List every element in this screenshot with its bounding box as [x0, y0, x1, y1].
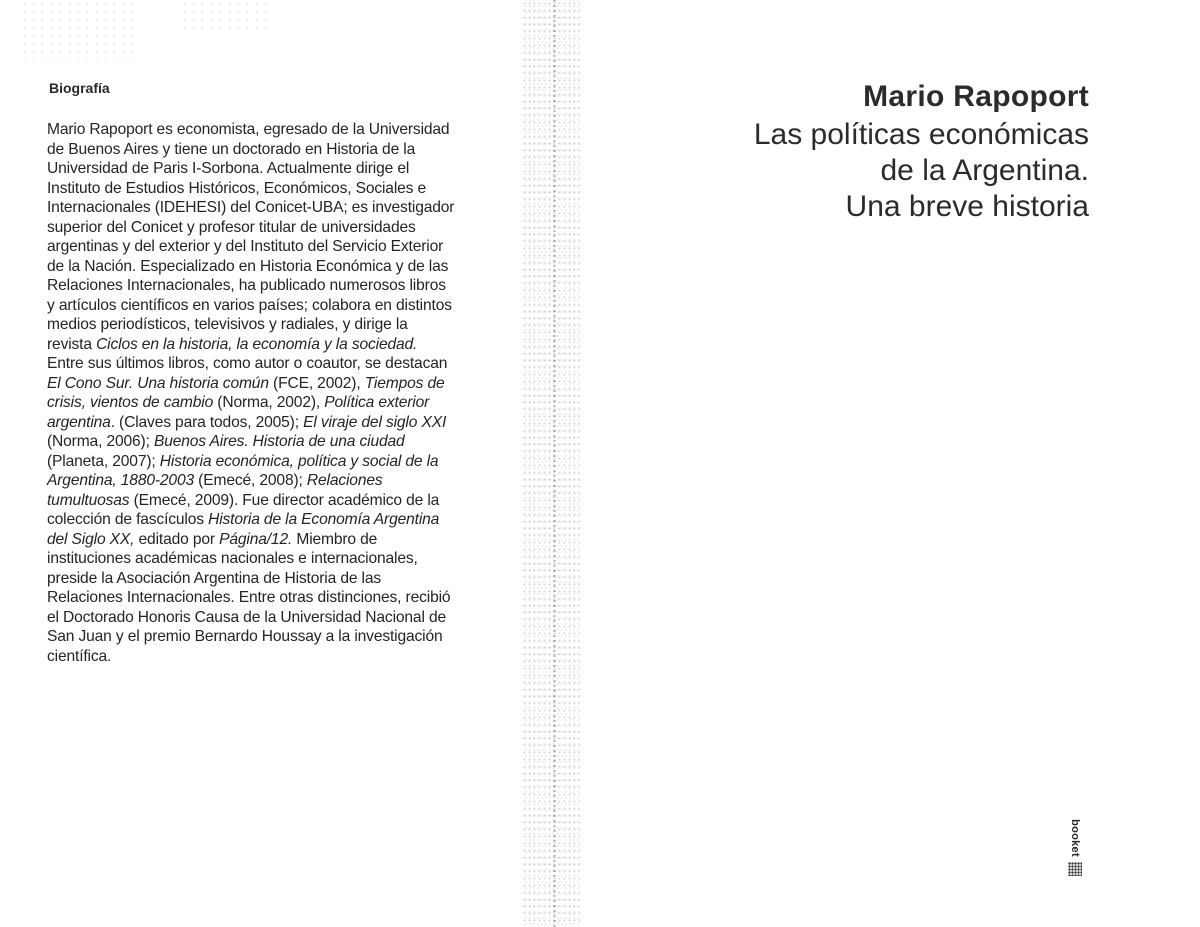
biography-line [47, 569, 517, 589]
biography-line [47, 354, 517, 374]
biography-italic-text: tumultuosas [47, 491, 130, 509]
book-title-line: Una breve historia [845, 190, 1089, 223]
biography-italic-text: El viraje del siglo XXI [303, 413, 447, 431]
biography-text-segment: Entre sus últimos libros, como autor o coautor, se destacan [47, 355, 448, 372]
biography-italic-text: El Cono Sur. Una historia común [47, 374, 269, 392]
biography-italic-text: Buenos Aires. Historia de una ciudad [153, 433, 405, 450]
biography-text-segment: (FCE, 2002), [268, 374, 365, 392]
biography-text-segment: colección de fascículos [47, 511, 209, 528]
left-page [0, 0, 560, 927]
biography-italic-text: Historia de la Economía Argentina [208, 511, 440, 528]
biography-text-segment: científica. [47, 647, 112, 665]
biography-text-segment: San Juan y el premio Bernardo Houssay a la investigación [47, 628, 443, 645]
biography-text-segment: y artículos científicos en varios países; colabora en distintos [47, 296, 452, 314]
biography-italic-text: Tiempos de [364, 374, 445, 392]
biography-line [47, 335, 517, 355]
biography-italic-text: Argentina, 1880-2003 [47, 472, 194, 489]
author-name: Mario Rapoport [863, 80, 1089, 113]
biography-line [47, 276, 517, 296]
biography-italic-text: Ciclos en la historia, la economía y la sociedad. [96, 335, 418, 353]
biography-line [47, 237, 517, 257]
publisher-logo [1063, 818, 1087, 878]
biography-heading: Biografía [49, 80, 110, 96]
publisher-logo-text: booket [1069, 819, 1081, 857]
biography-line [47, 120, 517, 140]
biography-text-segment: editado por [134, 530, 220, 548]
biography-text-segment: (Norma, 2002), [213, 394, 325, 411]
biography-text-segment: . (Claves para todos, 2005); [110, 413, 304, 431]
biography-line [47, 393, 517, 413]
biography-text-segment: Universidad de Paris I-Sorbona. Actualmente dirige el [47, 160, 410, 177]
biography-text-segment: de la Nación. Especializado en Historia Económica y de las [47, 257, 449, 275]
biography-line [47, 179, 517, 199]
biography-line [47, 218, 517, 238]
biography-line [47, 491, 517, 511]
biography-line [47, 471, 517, 491]
biography-text-segment: instituciones académicas nacionales e internacionales, [47, 550, 418, 567]
book-title-line: de la Argentina. [880, 154, 1089, 187]
biography-line [47, 452, 517, 472]
biography-italic-text: del Siglo XX, [47, 530, 135, 548]
biography-line [47, 413, 517, 433]
biography-text-segment: argentinas y del exterior y del Instituto del Servicio Exterior [47, 238, 444, 255]
biography-line [47, 627, 517, 647]
biography-line [47, 315, 517, 335]
biography-text-segment: Internacionales (IDEHESI) del Conicet-UBA; es investigador [47, 199, 455, 216]
biography-text-segment: medios periodísticos, televisivos y radiales, y dirige la [47, 316, 408, 333]
book-title [754, 117, 1089, 225]
biography-line [47, 257, 517, 277]
biography-text-segment: (Emecé, 2009). Fue director académico de la [129, 491, 440, 509]
biography-italic-text: Historia económica, política y social de la [159, 452, 439, 470]
biography-text-segment: (Norma, 2006); [47, 433, 154, 450]
biography-text-segment: Relaciones Internacionales. Entre otras distinciones, recibió [47, 589, 451, 606]
biography-text-segment: Instituto de Estudios Históricos, Económicos, Sociales e [47, 179, 427, 197]
booket-logo-icon [1068, 862, 1082, 876]
biography-italic-text: Política exterior [324, 394, 430, 411]
biography-text [47, 120, 517, 666]
biography-line [47, 549, 517, 569]
biography-line [47, 159, 517, 179]
biography-text-segment: Miembro de [292, 530, 378, 548]
biography-italic-text: crisis, vientos de cambio [47, 394, 214, 411]
biography-line [47, 374, 517, 394]
biography-line [47, 647, 517, 667]
biography-text-segment: el Doctorado Honoris Causa de la Universidad Nacional de [47, 608, 446, 626]
biography-text-segment: (Emecé, 2008); [194, 472, 307, 489]
biography-line [47, 510, 517, 530]
biography-line [47, 432, 517, 452]
biography-line [47, 140, 517, 160]
biography-line [47, 530, 517, 550]
biography-line [47, 198, 517, 218]
biography-text-segment: revista [47, 335, 97, 353]
biography-text-segment: preside la Asociación Argentina de Historia de las [47, 569, 382, 587]
biography-text-segment: (Planeta, 2007); [47, 452, 160, 470]
biography-line [47, 296, 517, 316]
book-title-line: Las políticas económicas [753, 118, 1089, 151]
biography-text-segment: Mario Rapoport es economista, egresado de la Universidad [47, 121, 450, 138]
biography-text-segment: Relaciones Internacionales, ha publicado numerosos libros [47, 277, 446, 294]
biography-italic-text: Página/12. [219, 530, 293, 548]
biography-text-segment: de Buenos Aires y tiene un doctorado en Historia de la [47, 140, 416, 158]
biography-italic-text: Relaciones [306, 472, 383, 489]
biography-text-segment: superior del Conicet y profesor titular de universidades [47, 218, 416, 236]
biography-line [47, 588, 517, 608]
biography-italic-text: argentina [47, 413, 111, 431]
biography-line [47, 608, 517, 628]
